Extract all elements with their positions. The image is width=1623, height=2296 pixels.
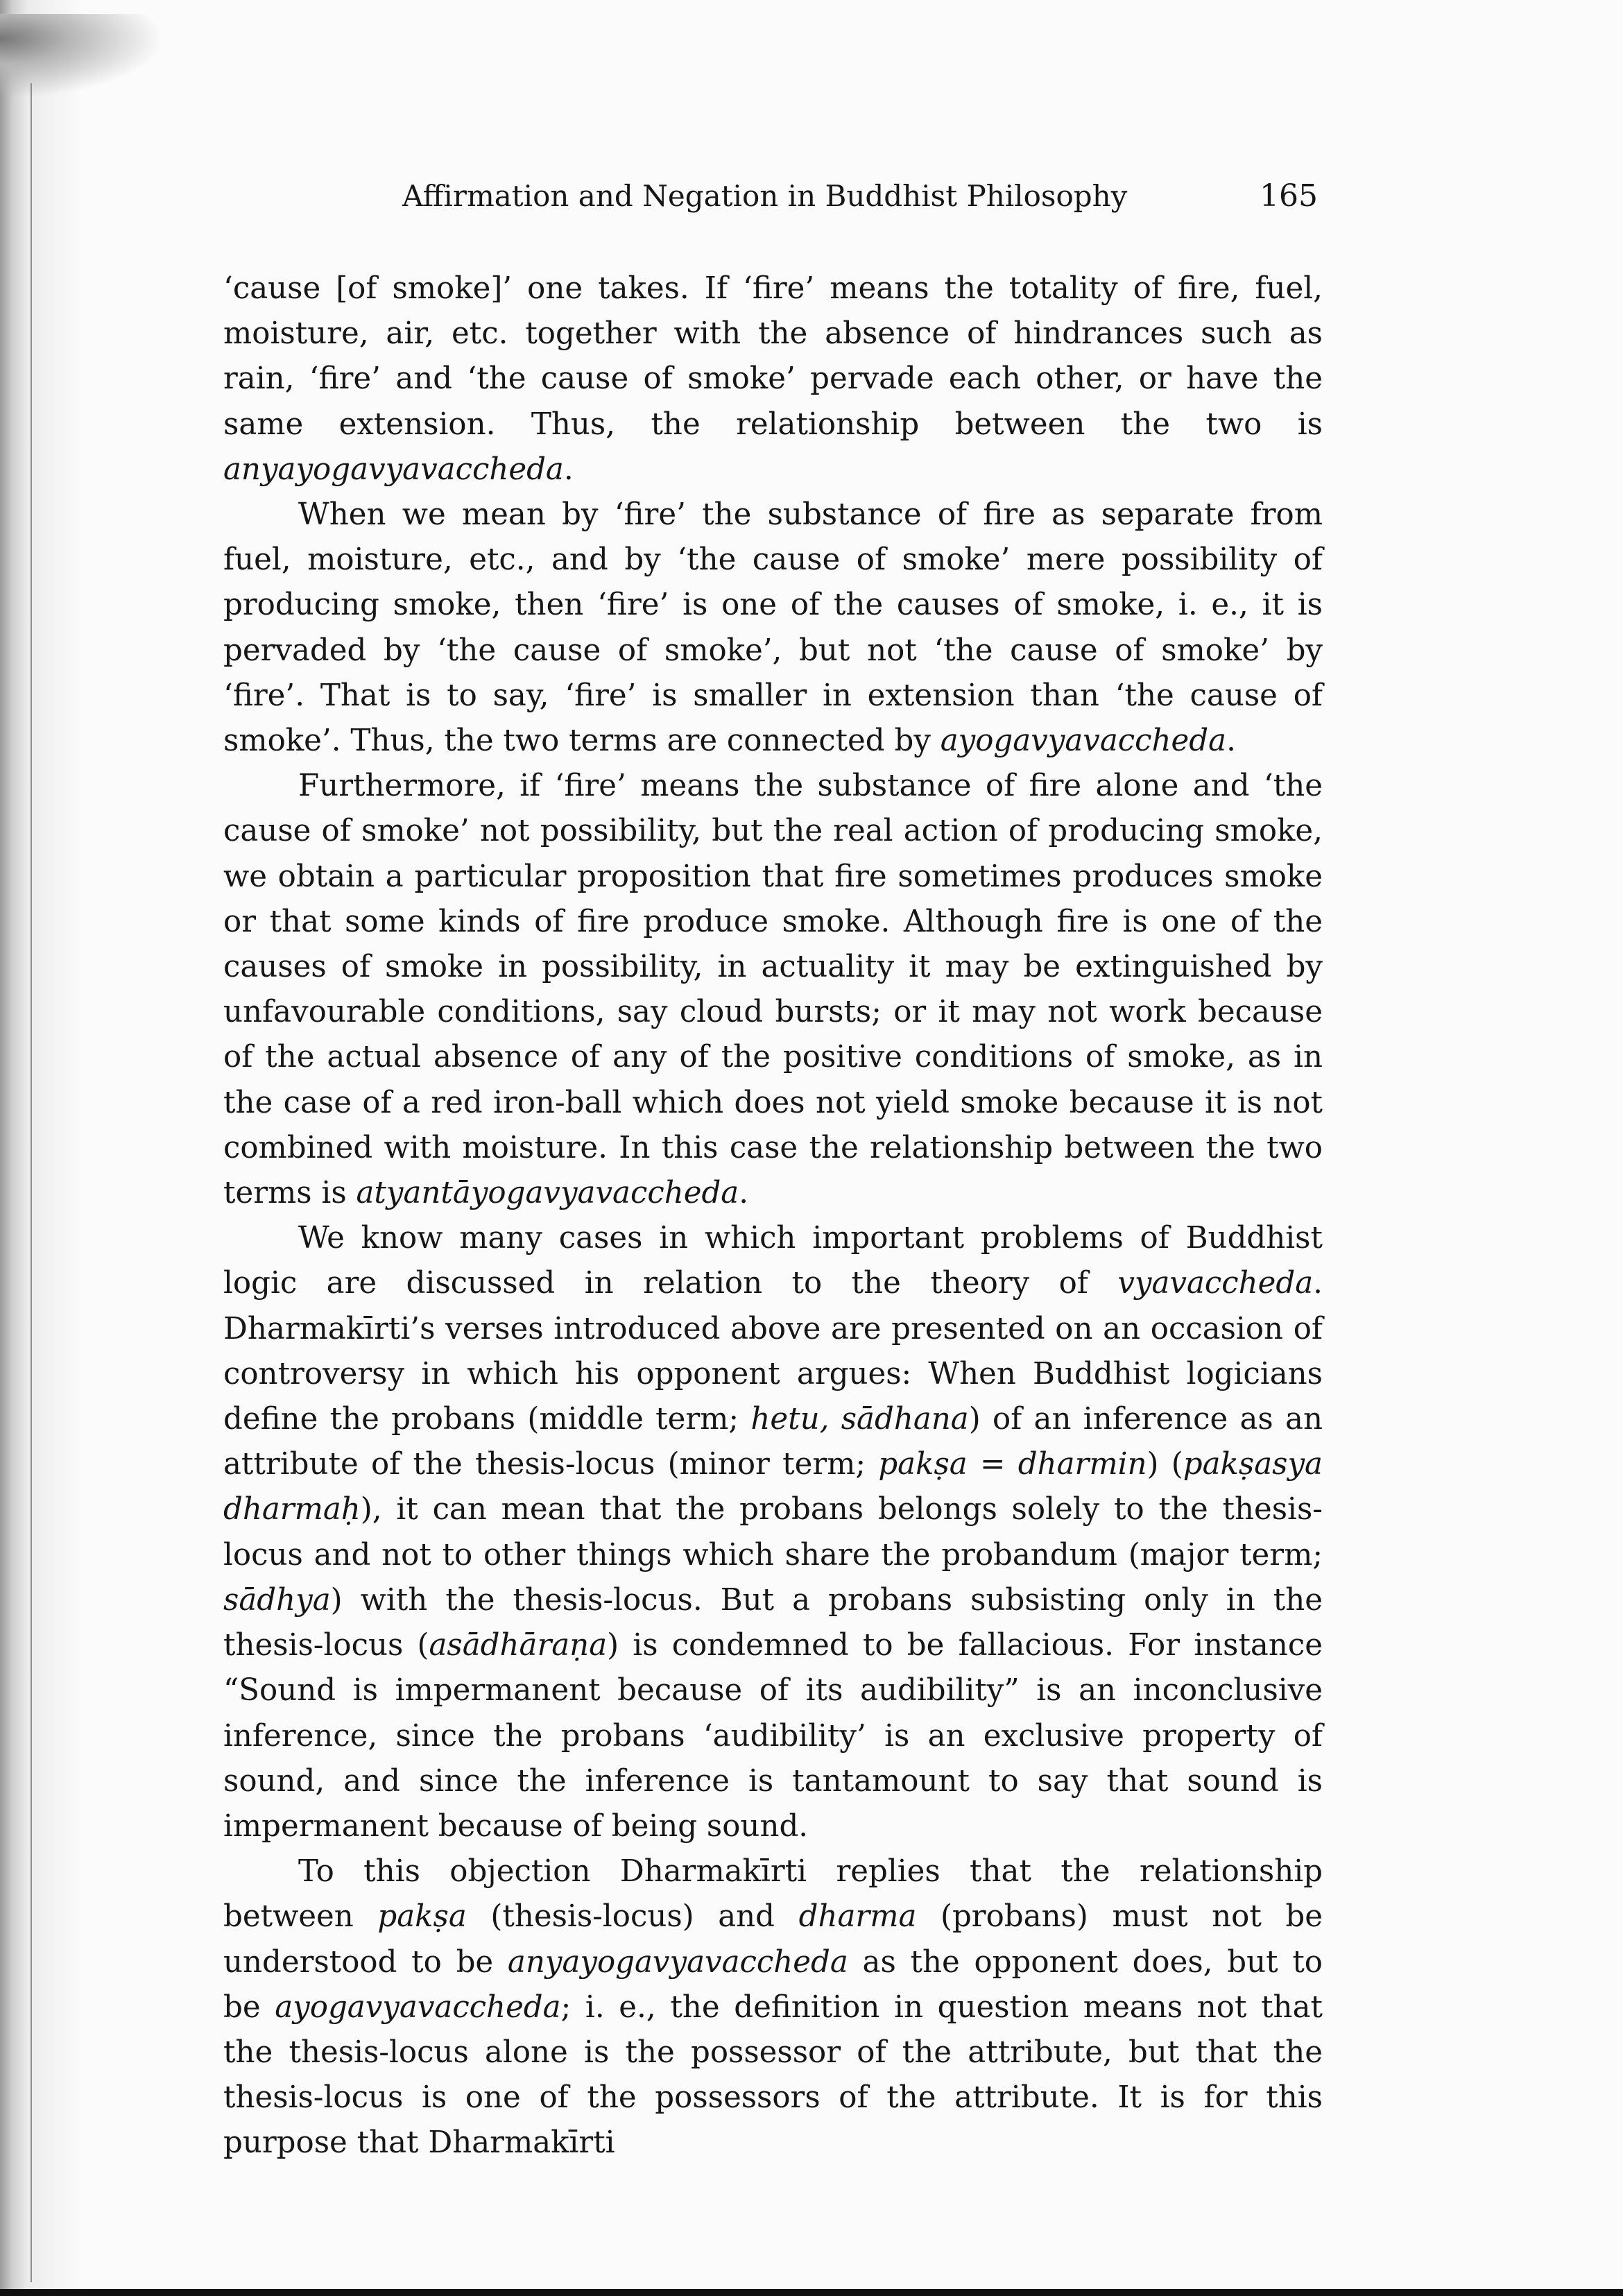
- book-spine-line: [31, 83, 32, 2282]
- text-run: When we mean by ‘fire’ the substance of fire as separate from fuel, moisture, etc., and by ‘the cause of smoke’ mere possibility of producing smoke, then ‘fire’ is one of the causes of smoke, i. e., it is pervaded by ‘the cause of smoke’, but not ‘the cause of smoke’ by ‘fire’. That is to say, ‘fire’ is smaller in extension than ‘the cause of smoke’. Thus, the two terms are connected by: [223, 497, 1323, 759]
- term-italic: dharma: [798, 1899, 917, 1935]
- paragraph-1: [223, 266, 1323, 492]
- term-italic: pakṣa = dharmin: [878, 1447, 1147, 1482]
- term-italic: asādhāraṇa: [429, 1628, 608, 1663]
- term-italic: pakṣasya dharmaḥ: [223, 1447, 1323, 1527]
- text-run: To this objection Dharmakīrti replies that the relationship between: [223, 1854, 1323, 1935]
- paragraph-3: [223, 764, 1323, 1216]
- text-run: ) (: [1147, 1447, 1183, 1482]
- term-italic: hetu, sādhana: [750, 1402, 969, 1437]
- text-run: ) is condemned to be fallacious. For instance “Sound is impermanent because of its audibility” is an inconclusive inference, since the probans ‘audibility’ is an exclusive property of sound, and since the inference is tantamount to say that sound is impermanent because of being sound.: [223, 1628, 1323, 1844]
- text-run: .: [563, 452, 574, 487]
- text-run: ‘cause [of smoke]’ one takes. If ‘fire’ means the totality of fire, fuel, moisture, air, etc. together with the absence of hindrances such as rain, ‘fire’ and ‘the cause of smoke’ pervade each other, or have the same extension. Thus, the relationship between the two is: [223, 271, 1323, 442]
- text-run: .: [739, 1176, 749, 1211]
- text-run: We know many cases in which important problems of Buddhist logic are discussed in relation to the theory of: [223, 1221, 1323, 1301]
- text-run: Furthermore, if ‘fire’ means the substance of fire alone and ‘the cause of smoke’ not possibility, but the real action of producing smoke, we obtain a particular proposition that fire sometimes produces smoke or that some kinds of fire produce smoke. Although fire is one of the causes of smoke in possibility, in actuality it may be extinguished by unfavourable conditions, say cloud bursts; or it may not work because of the actual absence of any of the positive conditions of smoke, as in the case of a red iron-ball which does not yield smoke because it is not combined with moisture. In this case the relationship between the two terms is: [223, 769, 1323, 1211]
- scan-shadow-corner: [0, 14, 160, 97]
- term-italic: atyantāyogavyavaccheda: [356, 1176, 739, 1211]
- text-run: ; i. e., the definition in question means not that the thesis-locus alone is the possessor of the attribute, but that the thesis-locus is one of the possessors of the attribute. It is for this purpose that Dharmakīrti: [223, 1989, 1323, 2161]
- running-head: Affirmation and Negation in Buddhist Philosophy: [402, 179, 1128, 213]
- page-header: [222, 172, 1318, 221]
- term-italic: sādhya: [223, 1582, 331, 1618]
- term-italic: anyayogavyavaccheda: [223, 452, 564, 487]
- scan-shadow-edge: [0, 0, 83, 2296]
- text-run: ) of an inference as an attribute of the thesis-locus (minor term;: [223, 1402, 1323, 1482]
- term-italic: ayogavyavaccheda: [940, 723, 1227, 759]
- body-text: [223, 266, 1323, 2166]
- text-run: ) with the thesis-locus. But a probans subsisting only in the thesis-locus (: [223, 1582, 1323, 1663]
- paragraph-2: [223, 492, 1323, 764]
- text-run: as the opponent does, but to be: [223, 1944, 1323, 2025]
- page-number: 165: [1260, 178, 1318, 214]
- text-run: (probans) must not be understood to be: [223, 1899, 1323, 1980]
- text-run: .: [1226, 723, 1236, 759]
- term-italic: ayogavyavaccheda: [275, 1989, 561, 2025]
- text-run: (thesis-locus) and: [466, 1899, 799, 1935]
- scan-bottom-edge: [0, 2289, 1623, 2296]
- term-italic: vyavaccheda: [1117, 1266, 1314, 1301]
- term-italic: anyayogavyavaccheda: [507, 1944, 848, 1980]
- term-italic: pakṣa: [377, 1899, 467, 1935]
- paragraph-5: [223, 1849, 1323, 2166]
- text-run: . Dharmakīrti’s verses introduced above are presented on an occasion of controversy in which his opponent argues: When Buddhist logicians define the probans (middle term;: [223, 1266, 1323, 1437]
- text-run: ), it can mean that the probans belongs solely to the thesis-locus and not to other things which share the probandum (major term;: [223, 1492, 1323, 1573]
- paragraph-4: [223, 1216, 1323, 1849]
